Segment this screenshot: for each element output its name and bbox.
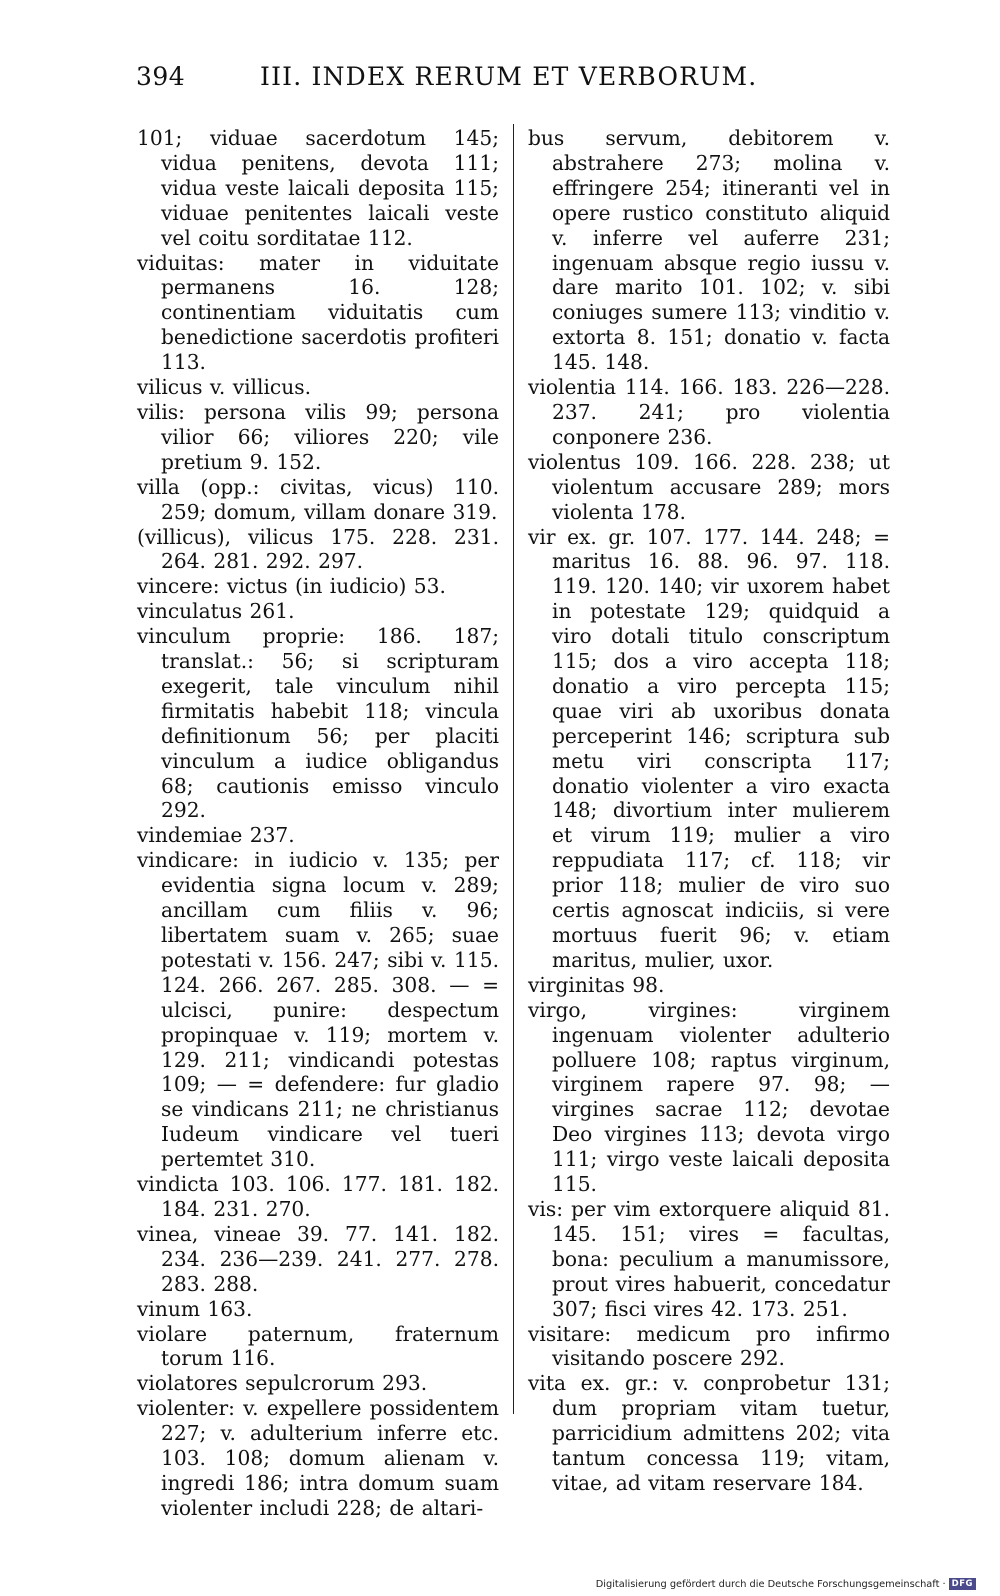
index-entry: vis: per vim extorquere aliquid 81. 145. 151; vires = facultas, bona: peculium a manumissore, prout vires habuerit, concedatur 307; fisci vires 42. 173. 251. [528, 1196, 890, 1321]
index-entry: bus servum, debitorem v. abstrahere 273; molina v. effringere 254; itineranti vel in opere rustico constituto aliquid v. inferre vel auferre 231; ingenuam absque regio iussu v. dare marito 101. 102; v. sibi coniuges sumere 113; vinditio v. extorta 8. 151; donatio v. facta 145. 148. [528, 126, 890, 375]
index-entry: villa (opp.: civitas, vicus) 110. 259; domum, villam donare 319. [137, 474, 499, 524]
index-entry: violentia 114. 166. 183. 226—228. 237. 241; pro violentia conponere 236. [528, 375, 890, 449]
page-number: 394 [136, 62, 186, 91]
index-entry: vindicare: in iudicio v. 135; per evidentia signa locum v. 289; ancillam cum filiis v. 96; libertatem suam v. 265; suae potestati v. 156. 247; sibi v. 115. 124. 266. 267. 285. 308. — = ulcisci, punire: despectum propinquae v. 119; mortem v. 129. 211; vindicandi potestas 109; — = defendere: fur gladio se vindicans 211; ne christianus Iudeum vindicare vel tueri pertemtet 310. [137, 848, 499, 1172]
index-entry: vindicta 103. 106. 177. 181. 182. 184. 231. 270. [137, 1172, 499, 1221]
index-column-left [137, 126, 499, 1521]
digitization-footer [596, 1577, 976, 1591]
index-entry: 101; viduae sacerdotum 145; vidua penitens, devota 111; vidua veste laicali deposita 115; viduae penitentes laicali veste vel coitu sorditatae 112. [137, 126, 499, 250]
index-entry: vinea, vineae 39. 77. 141. 182. 234. 236—239. 241. 277. 278. 283. 288. [137, 1221, 499, 1296]
footer-credit: Digitalisierung gefördert durch die Deutsche Forschungsgemeinschaft · [595, 1578, 946, 1590]
index-entry: violatores sepulcrorum 293. [137, 1371, 428, 1396]
index-entry: virgo, virgines: virginem ingenuam violenter adulterio polluere 108; raptus virginum, virginem rapere 97. 98; — virgines sacrae 112; devotae Deo virgines 113; devota virgo 111; virgo veste laicali deposita 115. [528, 997, 890, 1197]
index-entry: viduitas: mater in viduitate permanens 16. 128; continentiam viduitatis cum benedictione sacerdotis profiteri 113. [137, 250, 499, 375]
index-entry: violare paternum, fraternum torum 116. [137, 1321, 499, 1371]
index-entry: vilicus v. villicus. [137, 375, 312, 400]
running-head: III. INDEX RERUM ET VERBORUM. [260, 62, 758, 91]
index-entry: vita ex. gr.: v. conprobetur 131; dum propriam vitam tuetur, parricidium admittens 202; vita tantum concessa 119; vitam, vitae, ad vitam reservare 184. [528, 1371, 890, 1495]
column-divider [513, 124, 514, 1414]
index-column-right [528, 126, 890, 1496]
page-header [136, 62, 890, 92]
index-entry: (villicus), vilicus 175. 228. 231. 264. 281. 292. 297. [137, 524, 499, 574]
index-entry: violentus 109. 166. 228. 238; ut violentum accusare 289; mors violenta 178. [528, 449, 890, 524]
index-entry: vindemiae 237. [137, 823, 295, 848]
index-entry: visitare: medicum pro infirmo visitando poscere 292. [528, 1321, 890, 1371]
index-entry: vincere: victus (in iudicio) 53. [137, 574, 446, 599]
index-entry: vinculum proprie: 186. 187; translat.: 56; si scripturam exegerit, tale vinculum nihil firmitatis habebit 118; vincula definitionum 56; per placiti vinculum a iudice obligandus 68; cautionis emisso vinculo 292. [137, 624, 499, 823]
index-entry: violenter: v. expellere possidentem 227; v. adulterium inferre etc. 103. 108; domum alienam v. ingredi 186; intra domum suam violenter includi 228; de altari- [137, 1396, 499, 1520]
index-entry: vilis: persona vilis 99; persona vilior 66; viliores 220; vile pretium 9. 152. [137, 399, 499, 474]
index-entry: vir ex. gr. 107. 177. 144. 248; = maritus 16. 88. 96. 97. 118. 119. 120. 140; vir uxorem habet in potestate 129; quidquid a viro dotali titulo conscriptum 115; dos a viro accepta 118; donatio a viro percepta 115; quae viri ab uxoribus donata perceperint 146; scriptura sub metu viri conscripta 117; donatio violenter a viro exacta 148; divortium inter mulierem et virum 119; mulier a viro reppudiata 117; cf. 118; vir prior 118; mulier de viro suo certis agnoscat indiciis, si vere mortuus fuerit 96; v. etiam maritus, mulier, uxor. [528, 524, 890, 972]
index-entry: virginitas 98. [528, 972, 665, 997]
index-entry: vinum 163. [137, 1296, 253, 1321]
dfg-logo: DFG [949, 1578, 976, 1590]
index-entry: vinculatus 261. [137, 599, 295, 624]
